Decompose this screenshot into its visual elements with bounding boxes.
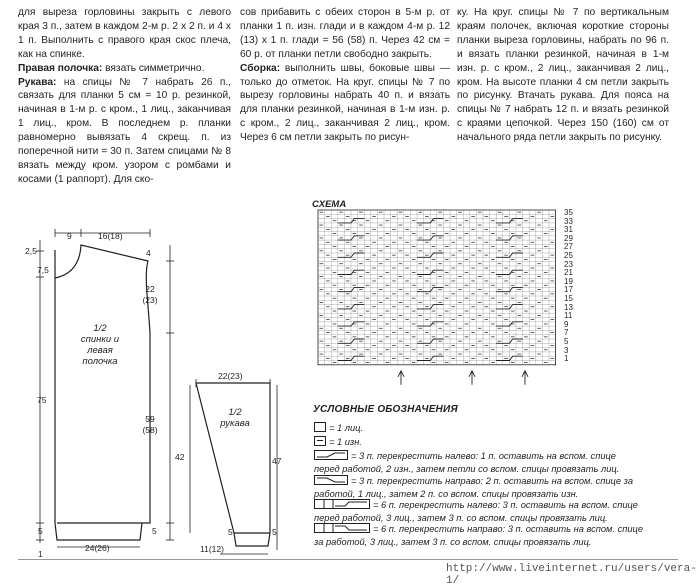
sleeve-dim-bottom-right: 5: [272, 527, 277, 537]
col1-heading-right-front: Правая полочка:: [18, 62, 103, 74]
chart-row-number: 21: [564, 268, 573, 278]
col1-para-1: для выреза горловины закрыть с левого края 3 п., затем в каждом 2-м р. 2 х 2 п. и 4 х 1 п. Выполнить с правого края скос плеча, как на спинке.: [18, 7, 231, 60]
body-dim-right-top: 4: [146, 248, 151, 258]
chart-row-number: 15: [564, 294, 573, 303]
chart-title: СХЕМА: [312, 199, 347, 210]
sleeve-dim-left: 42: [175, 452, 185, 462]
body-dim-left-neck: 7,5: [37, 265, 49, 275]
legend-item-purl: = 1 изн.: [314, 436, 362, 449]
chart-row-number: 11: [564, 311, 573, 321]
sleeve-dim-top: 22(23): [218, 371, 243, 381]
text-column-1: [18, 6, 231, 187]
chart-row-number: 33: [564, 216, 573, 226]
legend-title: УСЛОВНЫЕ ОБОЗНАЧЕНИЯ: [313, 404, 458, 415]
chart-row-number: 25: [564, 251, 573, 260]
col2-para-1: сов прибавить с обеих сторон в 5-м р. от планки 1 п. изн. глади и в каждом 4-м р. 12 (13) х 1 п. глади = 56 (58) п. Через 42 см = 60 р. от планки петли свободно закрыть.: [240, 7, 450, 60]
chart-row-number: 7: [564, 328, 569, 338]
cross-6-left-symbol-icon: [314, 499, 370, 509]
body-dim-armhole: 22 (23): [142, 284, 158, 305]
sleeve-dim-bottom-left: 5: [228, 527, 233, 537]
col1-para-2: вязать симметрично.: [102, 62, 205, 74]
body-dim-bottom-right: 5: [152, 526, 157, 536]
col3-para-1: ку. На круг. спицы № 7 по вертикальным краям полочек, включая короткие стороны планки выреза горловины, набрать по 96 п. и вязать планки резинкой, начиная в 1-м изн. р. с кром., 2 лиц., заканчивая 2 лиц., кром. На высоте планки 4 см петли закрыть по рисунку. Втачать рукава. Для пояса на спицы № 7 набрать 12 п. и вязать резинкой с краями цепочкой. Через 150 (160) см от начального ряда петли закрыть по рисунку.: [457, 7, 669, 144]
legend-item-cross-3-left: = 3 п. перекрестить налево: 1 п. оставить на вспом. спице перед работой, 2 изн., затем петли со вспом. спицы провязать лиц.: [314, 451, 620, 474]
chart-row-number: 29: [564, 233, 573, 243]
chart-row-number: 13: [564, 302, 573, 312]
body-dim-height: 75: [37, 395, 47, 405]
body-piece-label: 1/2 спинки и левая полочка: [80, 323, 120, 367]
cross-3-left-symbol-icon: [314, 450, 348, 460]
sleeve-pattern-diagram: [180, 370, 300, 560]
legend-item-cross-6-left: = 6 п. перекрестить налево: 3 п. оставить на вспом. спице перед работой, 3 лиц., затем 3 п. со вспом. спицы провязать лиц.: [314, 500, 638, 523]
sleeve-piece-label: 1/2 рукава: [220, 407, 250, 429]
body-dim-neck: 9: [67, 231, 72, 241]
chart-row-number: 5: [564, 337, 569, 346]
chart-row-number: 35: [564, 208, 573, 217]
col1-heading-sleeves: Рукава:: [18, 76, 57, 88]
legend-item-knit: = 1 лиц.: [314, 422, 363, 435]
chart-row-number: 1: [564, 354, 569, 364]
body-dim-bottom-left: 5: [38, 526, 43, 536]
text-column-3: [457, 6, 669, 145]
body-dim-side: 59 (58): [142, 414, 158, 435]
body-dim-bottom-one: 1: [38, 549, 43, 559]
body-dim-shoulder: 16(18): [98, 231, 123, 241]
sleeve-dim-width: 11(12): [200, 544, 224, 554]
knitting-chart-grid: [312, 206, 562, 391]
sleeve-dim-right: 47: [272, 456, 282, 466]
body-dim-width: 24(26): [85, 543, 110, 553]
chart-row-number: 27: [564, 242, 573, 252]
body-dim-left-top: 2,5: [25, 246, 37, 256]
col2-heading-assembly: Сборка:: [240, 62, 281, 74]
text-column-2: [240, 6, 450, 145]
col1-para-3: на спицы № 7 набрать 26 п., связать для планки 5 см = 10 р. резинкой, начиная в 1-м р. с кром., 1 лиц., заканчивая 1 лиц., кром. В последнем р. планки равномерно вывязать 4 скрещ. п. из поперечной нити = 30 п. Затем спицами № 8 вязать между кром. узором с ромбами и косами (1 раппорт). Для ско-: [18, 76, 231, 185]
source-watermark[interactable]: http://www.liveinternet.ru/users/vera-1/: [446, 563, 697, 587]
cross-3-right-symbol-icon: [314, 475, 348, 485]
purl-symbol-icon: [314, 436, 326, 446]
col2-para-2: выполнить швы, боковые швы — только до отметок. На круг. спицы № 7 по вырезу горловины набрать 40 п. и вязать для планки резинкой, начиная в 1-м изн. р. с кром., 2 лиц., заканчивая 2 лиц., кром. Через 6 см петли закрыть по рисун-: [240, 62, 450, 144]
chart-row-number: 3: [564, 345, 569, 355]
footer-divider: [18, 559, 678, 560]
chart-row-number: 17: [564, 285, 573, 295]
chart-row-number: 19: [564, 276, 573, 286]
chart-row-number: 31: [564, 225, 573, 235]
chart-row-number: 9: [564, 319, 569, 329]
chart-row-number: 23: [564, 259, 573, 269]
cross-6-right-symbol-icon: [314, 523, 370, 533]
legend-item-cross-6-right: = 6 п. перекрестить направо: 3 п. оставить на вспом. спице за работой, 3 лиц., затем 3 п. со вспом. спицы провязать лиц.: [314, 524, 644, 547]
knit-symbol-icon: [314, 422, 326, 432]
legend-item-cross-3-right: = 3 п. перекрестить направо: 2 п. оставить на вспом. спице за работой, 1 лиц., затем 2 п. со вспом. спицы провязать изн.: [314, 476, 633, 499]
